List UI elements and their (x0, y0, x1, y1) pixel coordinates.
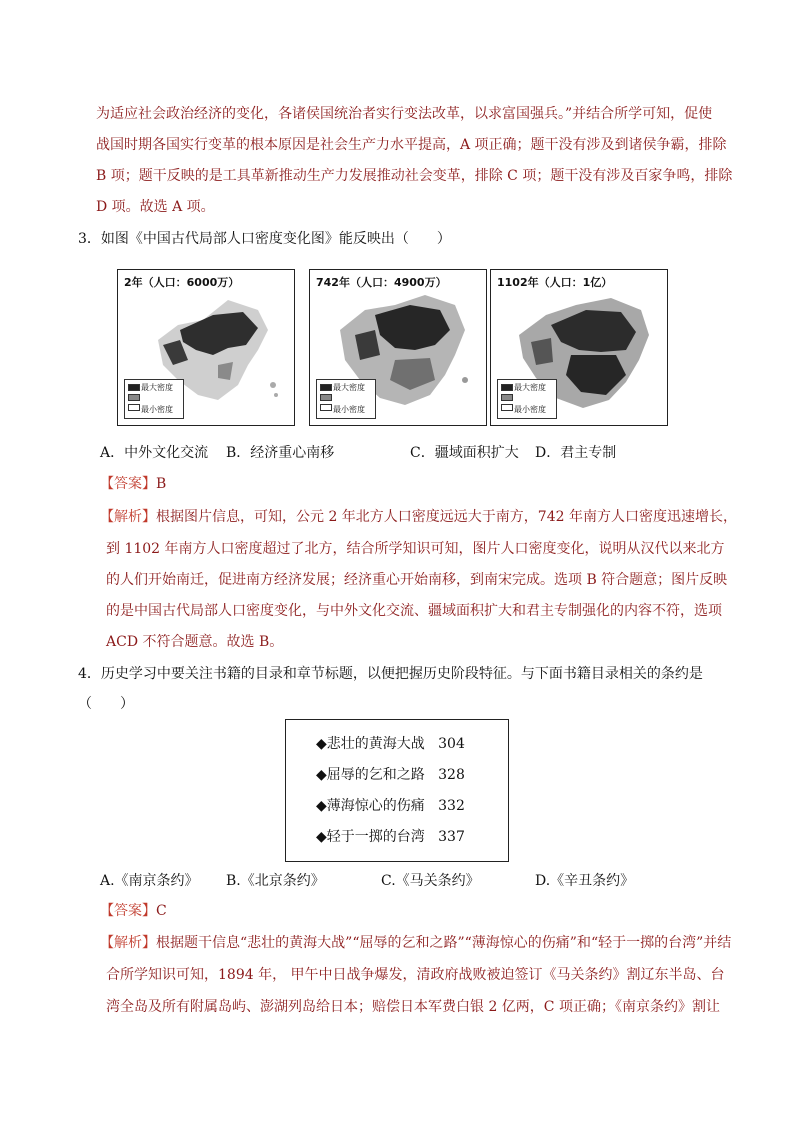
q4-analysis-line-1 (100, 933, 731, 953)
intro-line-3: B 项；题干反映的是工具革新推动生产力发展推动社会变革，排除 C 项；题干没有涉及百家争鸣，排除 (96, 168, 733, 184)
q4-answer (100, 901, 167, 921)
legend-min-label: 最小密度 (333, 405, 365, 414)
legend-min-label: 最小密度 (141, 405, 173, 414)
toc-page: 337 (438, 829, 465, 845)
answer-tag: 【答案】 (100, 903, 156, 919)
q4-option-d: D.《辛丑条约》 (535, 873, 635, 889)
analysis-text: 根据题干信息“悲壮的黄海大战”“屈辱的乞和之路”“薄海惊心的伤痛”和“轻于一掷的台湾”并结 (156, 935, 732, 951)
q4-stem-line-1: 4．历史学习中要关注书籍的目录和章节标题，以便把握历史阶段特征。与下面书籍目录相关的条约是 (78, 666, 703, 682)
intro-line-2: 战国时期各国实行变革的根本原因是社会生产力水平提高，A 项正确；题干没有涉及到诸侯争霸，排除 (96, 137, 727, 153)
q4-analysis-line-2: 合所学知识可知，1894 年， 甲午中日战争爆发，清政府战败被迫签订《马关条约》割辽东半岛、台 (106, 967, 725, 983)
map-panel-1102ad (490, 269, 668, 426)
q3-answer (100, 474, 166, 494)
toc-page: 332 (438, 798, 465, 814)
analysis-tag: 【解析】 (100, 509, 156, 525)
q3-option-c: C．疆域面积扩大 (410, 445, 519, 461)
q3-option-a: A．中外文化交流 (100, 445, 209, 461)
answer-tag: 【答案】 (100, 476, 156, 492)
map-panel-742ad (309, 269, 487, 426)
toc-title: ◆薄海惊心的伤痛 (316, 798, 425, 814)
book-toc-box (285, 719, 509, 862)
q3-option-b: B．经济重心南移 (226, 445, 335, 461)
q3-analysis-line-3: 的人们开始南迁，促进南方经济发展；经济重心开始南移，到南宋完成。选项 B 符合题意；图片反映 (106, 572, 728, 588)
q3-analysis-line-2: 到 1102 年南方人口密度超过了北方，结合所学知识可知，图片人口密度变化，说明从汉代以来北方 (106, 541, 725, 557)
q3-analysis-line-4: 的是中国古代局部人口密度变化，与中外文化交流、疆域面积扩大和君主专制强化的内容不符，选项 (106, 603, 722, 619)
q4-option-c: C.《马关条约》 (381, 873, 480, 889)
q4-option-a: A.《南京条约》 (100, 873, 199, 889)
q4-stem-line-2: （ ） (78, 696, 134, 712)
analysis-tag: 【解析】 (100, 935, 156, 951)
q3-analysis-line-5: ACD 不符合题意。故选 B。 (106, 634, 284, 650)
q3-analysis-line-1 (100, 507, 737, 527)
answer-value: B (156, 476, 167, 492)
q3-stem: 3．如图《中国古代局部人口密度变化图》能反映出（ ） (78, 231, 451, 247)
toc-title: ◆屈辱的乞和之路 (316, 767, 425, 783)
map-title: 742年（人口：4900万） (316, 276, 447, 289)
legend-min-label: 最小密度 (514, 405, 546, 414)
map-legend (124, 379, 184, 419)
analysis-text: 根据图片信息，可知，公元 2 年北方人口密度远远大于南方，742 年南方人口密度迅速增长， (156, 509, 737, 525)
intro-line-1: 为适应社会政治经济的变化，各诸侯国统治者实行变法改革，以求富国强兵。”并结合所学可知，促使 (96, 106, 713, 122)
toc-page: 328 (438, 767, 465, 783)
map-legend (497, 379, 557, 419)
map-title: 1102年（人口：1亿） (497, 276, 613, 289)
toc-item (316, 826, 465, 846)
toc-title: ◆悲壮的黄海大战 (316, 736, 425, 752)
legend-max-label: 最大密度 (514, 383, 546, 392)
toc-title: ◆轻于一掷的台湾 (316, 829, 425, 845)
map-title: 2年（人口：6000万） (124, 276, 240, 289)
toc-item (316, 764, 465, 784)
q4-option-b: B.《北京条约》 (226, 873, 325, 889)
q4-analysis-line-3: 湾全岛及所有附属岛屿、澎湖列岛给日本；赔偿日本军费白银 2 亿两，C 项正确；《南京条约》割让 (106, 999, 720, 1015)
toc-item (316, 733, 465, 753)
toc-item (316, 795, 465, 815)
intro-line-4: D 项。故选 A 项。 (96, 199, 215, 215)
legend-max-label: 最大密度 (333, 383, 365, 392)
toc-page: 304 (438, 736, 465, 752)
legend-max-label: 最大密度 (141, 383, 173, 392)
map-legend (316, 379, 376, 419)
answer-value: C (156, 903, 167, 919)
map-panel-2ad (117, 269, 295, 426)
q3-option-d: D．君主专制 (535, 445, 617, 461)
